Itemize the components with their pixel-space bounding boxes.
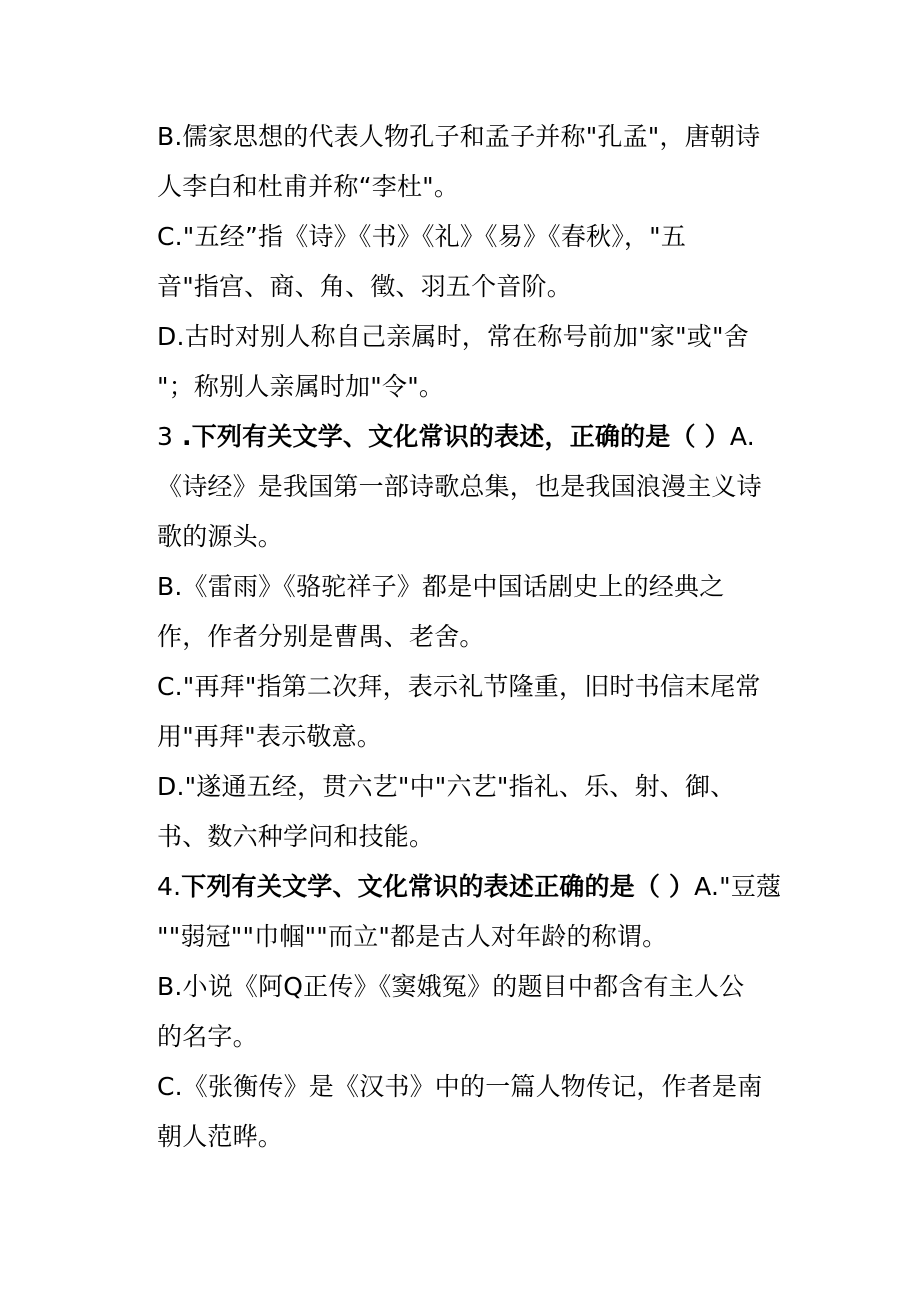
text-line: C."再拜"指第二次拜，表示礼节隆重，旧时书信末尾常 xyxy=(157,672,761,701)
text-line: 音"指宫、商、角、徵、羽五个音阶。 xyxy=(157,272,572,301)
text-line: D.古时对别人称自己亲属时，常在称号前加"家"或"舍 xyxy=(157,322,749,351)
question-number: 4. xyxy=(157,872,182,901)
text-line: 歌的源头。 xyxy=(157,522,284,551)
question-stem: 下列有关文学、文化常识的表述正确的是（ ） xyxy=(181,872,695,901)
text-line: B.《雷雨》《骆驼祥子》都是中国话剧史上的经典之 xyxy=(157,572,725,601)
text-line: 书、数六种学问和技能。 xyxy=(157,822,435,851)
text-line: C.《张衡传》是《汉书》中的一篇人物传记，作者是南 xyxy=(157,1072,763,1101)
text-line: 朝人范晔。 xyxy=(157,1122,284,1151)
text-line: 人李白和杜甫并称“李杜"。 xyxy=(157,172,460,201)
text-line: 作，作者分别是曹禺、老舍。 xyxy=(157,622,485,651)
text-line: 用"再拜"表示敬意。 xyxy=(157,722,382,751)
question-stem: .下列有关文学、文化常识的表述，正确的是（ ） xyxy=(173,422,730,451)
document-body xyxy=(157,112,782,1162)
text-line: B.儒家思想的代表人物孔子和孟子并称"孔孟"，唐朝诗 xyxy=(157,122,761,151)
text-line: ""弱冠""巾帼""而立"都是古人对年龄的称谓。 xyxy=(157,922,668,951)
text-line: C."五经”指《诗》《书》《礼》《易》《春秋》，"五 xyxy=(157,222,687,251)
option-label: A."豆蔻 xyxy=(694,872,782,901)
text-line: "；称别人亲属时加"令"。 xyxy=(157,372,445,401)
text-line: 的名字。 xyxy=(157,1022,258,1051)
question-number: 3 xyxy=(157,422,174,451)
text-line: D."遂通五经，贯六艺"中"六艺"指礼、乐、射、御、 xyxy=(157,772,736,801)
question-4-heading xyxy=(157,862,782,912)
text-line: 《诗经》是我国第一部诗歌总集，也是我国浪漫主义诗 xyxy=(157,472,762,501)
option-label: A. xyxy=(729,422,755,451)
text-line: B.小说《阿Q正传》《窦娥冤》的题目中都含有主人公 xyxy=(157,972,745,1001)
question-3-heading xyxy=(157,412,767,462)
